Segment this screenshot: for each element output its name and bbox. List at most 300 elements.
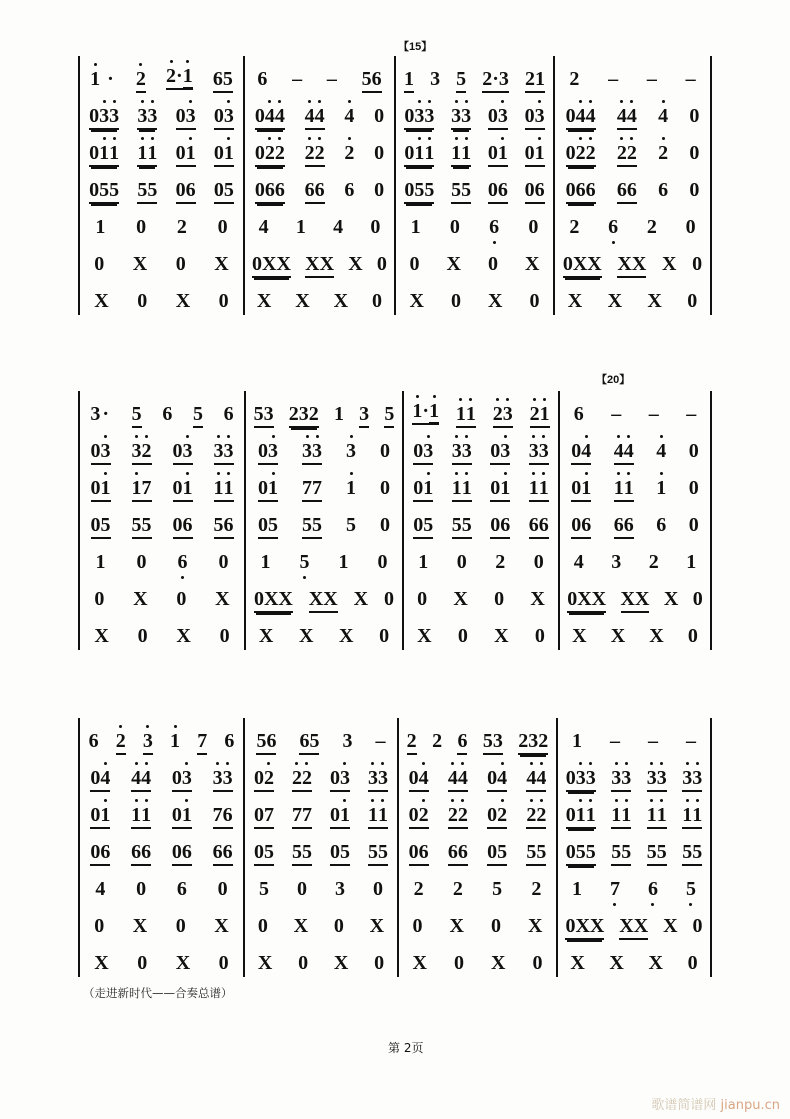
note-cell: 0 (257, 915, 268, 937)
note-cell: 2 (136, 69, 146, 93)
note-cell: 1 (346, 477, 356, 499)
note-cell: 3 (359, 404, 369, 428)
note-cell: 6 (457, 731, 467, 755)
note-cell: – (685, 68, 696, 90)
part-row-melody (80, 56, 243, 93)
note-cell: X (663, 915, 678, 937)
note-cell: 1 (95, 216, 106, 238)
part-row-4 (560, 502, 710, 539)
note-cell: 21 (525, 69, 545, 93)
note-cell: 01 (488, 143, 508, 167)
note-cell: 1 (410, 216, 421, 238)
part-row-percussion-1 (246, 576, 402, 613)
part-row-2 (80, 93, 243, 130)
measure[interactable] (399, 718, 558, 977)
part-row-percussion-2 (245, 940, 397, 977)
note-cell: – (648, 403, 659, 425)
note-cell: 1 (404, 69, 414, 93)
note-cell: 6 (162, 403, 173, 425)
note-cell: 2 (452, 878, 463, 900)
note-cell: 02 (254, 768, 274, 792)
part-row-bass (558, 866, 710, 903)
note-cell: 0 (534, 625, 545, 647)
note-cell: X (663, 588, 679, 610)
note-cell: 03 (488, 106, 508, 130)
note-cell: 4 (258, 216, 269, 238)
note-cell: X (449, 915, 464, 937)
part-row-percussion-1 (80, 241, 243, 278)
note-cell: 11 (529, 478, 549, 502)
note-cell: 66 (305, 180, 325, 204)
note-cell: 0 (218, 290, 229, 312)
note-cell: 0 (137, 952, 148, 974)
note-cell: X (570, 952, 585, 974)
part-row-2 (80, 428, 244, 465)
note-cell: 06 (490, 515, 510, 539)
part-row-bass (245, 866, 397, 903)
note-cell: 44 (617, 106, 637, 130)
note-cell: X (339, 625, 354, 647)
note-cell: 0 (370, 216, 381, 238)
part-row-2 (245, 93, 394, 130)
note-cell: 01 (214, 143, 234, 167)
note-cell: 44 (526, 768, 546, 792)
note-cell: 5 (384, 404, 394, 428)
part-row-4 (399, 829, 556, 866)
note-cell: X (214, 253, 229, 275)
note-cell: 3 (334, 878, 345, 900)
measure[interactable] (246, 391, 404, 650)
note-cell: 2 (176, 216, 187, 238)
note-cell: 03 (173, 441, 193, 465)
part-row-percussion-1 (560, 576, 710, 613)
note-cell: 01 (91, 478, 111, 502)
part-row-melody (245, 56, 394, 93)
part-row-4 (245, 829, 397, 866)
note-cell: 04 (90, 768, 110, 792)
note-cell: 0 (456, 551, 467, 573)
note-cell: 01 (413, 478, 433, 502)
note-cell: 55 (292, 842, 312, 866)
note-cell: X (94, 952, 109, 974)
note-cell: 55 (368, 842, 388, 866)
measure[interactable] (245, 718, 399, 977)
part-row-percussion-1 (80, 576, 244, 613)
measure[interactable] (80, 391, 246, 650)
part-row-melody (399, 718, 556, 755)
note-cell: 01 (172, 805, 192, 829)
note-cell: 77 (292, 805, 312, 829)
note-cell: 055 (89, 180, 119, 204)
note-cell: 6 (573, 403, 584, 425)
note-cell: 0 (380, 514, 390, 536)
part-row-3 (399, 792, 556, 829)
note-cell: 2·3 (482, 69, 509, 93)
part-row-melody (560, 391, 710, 428)
note-cell: 06 (571, 515, 591, 539)
note-cell: 0 (137, 625, 148, 647)
note-cell: 0 (176, 588, 187, 610)
note-cell: 0 (533, 551, 544, 573)
note-cell: 11 (131, 805, 151, 829)
part-row-3 (80, 465, 244, 502)
measure[interactable] (560, 374, 710, 650)
note-cell: 01 (571, 478, 591, 502)
note-cell: 0 (490, 915, 501, 937)
note-cell: 0XX (565, 916, 604, 940)
note-cell: X (647, 290, 662, 312)
note-cell: 66 (213, 842, 233, 866)
note-cell: 11 (611, 805, 631, 829)
note-cell: 0 (688, 477, 699, 499)
note-cell: 011 (89, 143, 119, 167)
note-cell: 5 (456, 69, 466, 93)
note-cell: 0 (685, 216, 696, 238)
note-cell: 1 (295, 216, 306, 238)
note-cell: X (453, 588, 468, 610)
part-row-4 (80, 502, 244, 539)
part-row-percussion-2 (558, 940, 710, 977)
part-row-4 (80, 167, 243, 204)
note-cell: 05 (91, 515, 111, 539)
part-row-4 (246, 502, 402, 539)
note-cell: 66 (448, 842, 468, 866)
note-cell: – (292, 68, 303, 90)
part-row-percussion-1 (396, 241, 553, 278)
note-cell: 6 (223, 403, 234, 425)
note-cell: 44 (614, 441, 634, 465)
note-cell: 56 (362, 69, 382, 93)
measure[interactable] (555, 56, 710, 315)
note-cell: 33 (368, 768, 388, 792)
note-cell: 1 (260, 551, 271, 573)
site-watermark (651, 1094, 780, 1113)
note-cell: 2·1 (166, 66, 193, 93)
measure[interactable] (245, 56, 396, 315)
part-row-2 (80, 755, 243, 792)
note-cell: X (298, 625, 314, 647)
note-cell: 11 (137, 143, 157, 167)
part-row-3 (245, 792, 397, 829)
note-cell: 044 (566, 106, 596, 130)
part-row-percussion-1 (245, 241, 394, 278)
note-cell: X (333, 290, 349, 312)
note-cell: X (530, 588, 545, 610)
note-cell: 33 (682, 768, 702, 792)
note-cell: 033 (404, 106, 434, 130)
note-cell: 01 (258, 478, 278, 502)
note-cell: 66 (529, 515, 549, 539)
note-cell: 0 (374, 142, 385, 164)
part-row-3 (404, 465, 558, 502)
note-cell: 04 (487, 768, 507, 792)
part-row-melody (396, 56, 553, 93)
note-cell: X (649, 625, 664, 647)
note-cell: X (256, 290, 272, 312)
note-cell: 0XX (567, 589, 606, 613)
note-cell: 03 (176, 106, 196, 130)
watermark-domain: jianpu.cn (720, 1098, 780, 1113)
note-cell: 03 (214, 106, 234, 130)
part-row-percussion-1 (558, 903, 710, 940)
part-row-percussion-2 (80, 613, 244, 650)
note-cell: XX (621, 589, 650, 613)
part-row-bass (399, 866, 556, 903)
measure[interactable] (404, 391, 560, 650)
part-row-percussion-1 (404, 576, 558, 613)
note-cell: 1 (338, 551, 349, 573)
note-cell: 0 (494, 588, 505, 610)
part-row-melody (245, 718, 397, 755)
measure[interactable] (80, 718, 245, 977)
part-row-bass (80, 539, 244, 576)
part-row-percussion-1 (80, 903, 243, 940)
note-cell: 0 (374, 105, 385, 127)
note-cell: 2 (648, 551, 659, 573)
note-cell: X (527, 915, 543, 937)
note-cell: 33 (137, 106, 157, 130)
note-cell: X (176, 625, 191, 647)
note-cell: 066 (255, 180, 285, 204)
note-cell: X (175, 952, 191, 974)
note-cell: 0 (136, 551, 147, 573)
music-system-2 (78, 374, 712, 650)
note-cell: 0 (688, 514, 699, 536)
part-row-melody (80, 391, 244, 428)
note-cell: 11 (647, 805, 667, 829)
note-cell: – (686, 403, 697, 425)
note-cell: 6 (88, 730, 99, 752)
note-cell: X (369, 915, 385, 937)
note-cell: 066 (566, 180, 596, 204)
part-row-4 (245, 167, 394, 204)
note-cell: X (175, 290, 191, 312)
note-cell: 66 (614, 515, 634, 539)
note-cell: 0 (689, 105, 700, 127)
note-cell: 55 (647, 842, 667, 866)
note-cell: 11 (456, 404, 476, 428)
note-cell: 5 (299, 551, 310, 573)
note-cell: 055 (566, 842, 596, 866)
part-row-2 (399, 755, 556, 792)
note-cell: 232 (518, 731, 548, 755)
note-cell: – (646, 68, 657, 90)
note-cell: 0 (529, 290, 540, 312)
measure[interactable] (80, 56, 245, 315)
part-row-3 (246, 465, 402, 502)
part-row-percussion-2 (555, 278, 710, 315)
note-cell: X (607, 290, 623, 312)
note-cell: – (609, 730, 620, 752)
note-cell: 01 (176, 143, 196, 167)
note-cell: 0 (94, 253, 105, 275)
note-cell: 11 (614, 478, 634, 502)
note-cell: 1 (418, 551, 429, 573)
note-cell: 1 (571, 730, 582, 752)
note-cell: 01 (525, 143, 545, 167)
note-cell: 11 (682, 805, 702, 829)
note-cell: 3 (611, 551, 622, 573)
note-cell: 22 (617, 143, 637, 167)
note-cell: 0 (217, 878, 228, 900)
music-system-1 (78, 41, 712, 315)
note-cell: 1·1 (412, 401, 439, 428)
note-cell: 66 (617, 180, 637, 204)
note-cell: 5 (132, 404, 142, 428)
note-cell: 2 (569, 68, 580, 90)
note-cell: X (215, 588, 230, 610)
note-cell: 05 (487, 842, 507, 866)
note-cell: 11 (214, 478, 234, 502)
note-cell: 06 (409, 842, 429, 866)
part-row-percussion-2 (560, 613, 710, 650)
note-cell: X (610, 625, 626, 647)
note-cell: 055 (404, 180, 434, 204)
note-cell: 1 (686, 551, 697, 573)
note-cell: XX (619, 916, 648, 940)
note-cell: 06 (176, 180, 196, 204)
note-cell: 5 (258, 878, 269, 900)
note-cell: 03 (91, 441, 111, 465)
note-cell: 55 (526, 842, 546, 866)
note-cell: X (662, 253, 677, 275)
rehearsal-mark-20: 【20】 (596, 374, 631, 386)
note-cell: 05 (330, 842, 350, 866)
note-cell: 6 (344, 179, 355, 201)
note-cell: 7 (609, 878, 620, 900)
note-cell: – (611, 403, 622, 425)
part-row-percussion-2 (396, 278, 553, 315)
note-cell: 011 (566, 805, 596, 829)
note-cell: 0 (175, 253, 186, 275)
note-cell: 0 (374, 952, 385, 974)
measure[interactable] (396, 41, 555, 315)
note-cell: 7 (197, 731, 207, 755)
part-row-2 (246, 428, 402, 465)
note-cell: 0 (379, 625, 390, 647)
note-cell: 6 (489, 216, 500, 238)
note-cell: 02 (409, 805, 429, 829)
note-cell: 03 (172, 768, 192, 792)
note-cell: 01 (173, 478, 193, 502)
note-cell: 55 (682, 842, 702, 866)
note-cell: 55 (451, 180, 471, 204)
note-cell: 2 (432, 730, 443, 752)
note-cell: X (648, 952, 663, 974)
note-cell: 0 (372, 878, 383, 900)
measure[interactable] (558, 718, 710, 977)
note-cell: 033 (566, 768, 596, 792)
note-cell: 6 (177, 551, 188, 573)
part-row-percussion-1 (555, 241, 710, 278)
note-cell: 0 (218, 551, 229, 573)
part-row-3 (80, 792, 243, 829)
note-cell: 03 (258, 441, 278, 465)
score-caption: （走进新时代——合奏总谱） (83, 986, 233, 1000)
note-cell: 5 (193, 404, 203, 428)
music-system-3 (78, 718, 712, 977)
note-cell: 5 (346, 514, 356, 536)
note-cell: 033 (89, 106, 119, 130)
note-cell: 6 (658, 179, 669, 201)
note-cell: 53 (483, 731, 503, 755)
part-row-percussion-2 (245, 278, 394, 315)
note-cell: 4 (658, 105, 669, 127)
note-cell: X (567, 290, 583, 312)
note-cell: X (333, 952, 349, 974)
note-cell: 55 (611, 842, 631, 866)
note-cell: 1 (333, 403, 344, 425)
part-row-percussion-2 (80, 940, 243, 977)
part-row-percussion-1 (399, 903, 556, 940)
note-cell: 44 (448, 768, 468, 792)
note-cell: 04 (571, 441, 591, 465)
part-row-3 (555, 130, 710, 167)
note-cell: 07 (254, 805, 274, 829)
rehearsal-mark-15: 【15】 (398, 41, 433, 53)
note-cell: – (326, 68, 337, 90)
note-cell: 33 (302, 441, 322, 465)
note-cell: 33 (451, 106, 471, 130)
part-row-bass (404, 539, 558, 576)
note-cell: 0XX (563, 254, 602, 278)
part-row-melody (246, 391, 402, 428)
note-cell: 2 (116, 731, 126, 755)
note-cell: 22 (526, 805, 546, 829)
part-row-melody (558, 718, 710, 755)
note-cell: 04 (409, 768, 429, 792)
note-cell: 56 (214, 515, 234, 539)
note-cell: X (133, 588, 148, 610)
part-row-2 (558, 755, 710, 792)
note-cell: 232 (289, 404, 319, 428)
part-row-melody (404, 391, 558, 428)
note-cell: 0 (450, 290, 461, 312)
note-cell: 0 (136, 216, 147, 238)
note-cell: 4 (344, 105, 355, 127)
note-cell: 4 (573, 551, 584, 573)
note-cell: 0 (94, 915, 105, 937)
note-cell: 1 (656, 477, 667, 499)
note-cell: X (417, 625, 432, 647)
note-cell: 55 (452, 515, 472, 539)
note-cell: 0 (380, 440, 390, 462)
note-cell: X (348, 253, 363, 275)
part-row-2 (555, 93, 710, 130)
part-row-bass (246, 539, 402, 576)
note-cell: 0 (412, 915, 423, 937)
note-cell: 0 (457, 625, 468, 647)
note-cell: 4 (656, 440, 667, 462)
note-cell: 0 (687, 290, 698, 312)
note-cell: 3 (430, 68, 441, 90)
note-cell: – (685, 730, 696, 752)
note-cell: X (572, 625, 587, 647)
note-cell: 0 (692, 588, 703, 610)
note-cell: 05 (214, 180, 234, 204)
part-row-percussion-2 (399, 940, 556, 977)
note-cell: 0 (136, 878, 147, 900)
note-cell: 11 (368, 805, 388, 829)
note-cell: 2 (569, 216, 580, 238)
note-cell: 0 (218, 952, 229, 974)
note-cell: 0 (688, 440, 699, 462)
note-cell: 0 (692, 253, 703, 275)
note-cell: 2 (344, 142, 355, 164)
part-row-bass (80, 866, 243, 903)
part-row-melody (80, 718, 243, 755)
note-cell: – (608, 68, 619, 90)
